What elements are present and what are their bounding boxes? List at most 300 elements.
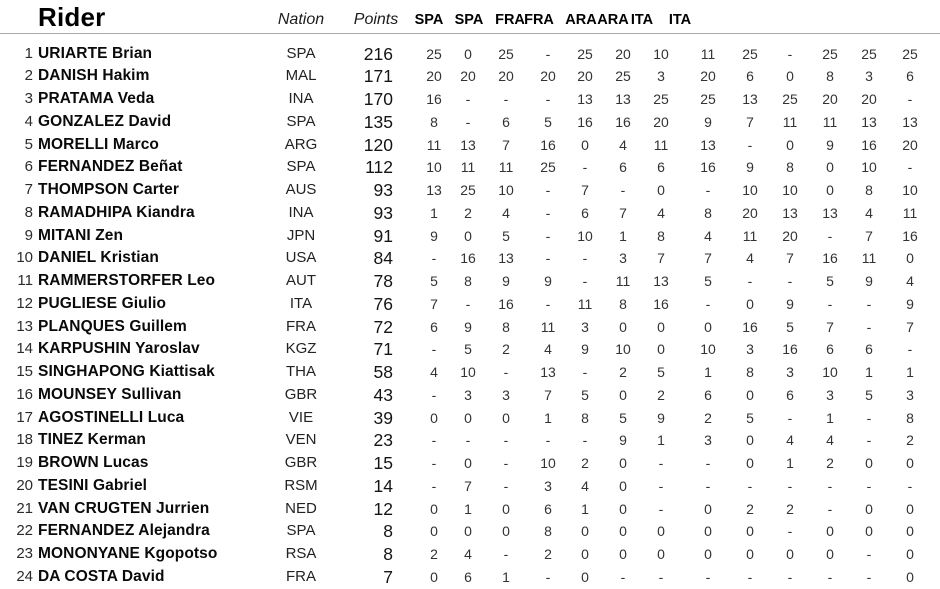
score-cell: 16 xyxy=(498,295,514,312)
table-row xyxy=(0,384,940,407)
score-cell: - xyxy=(787,523,793,540)
rider-name: BROWN Lucas xyxy=(38,454,149,472)
race-column-header: SPA xyxy=(454,12,484,28)
score-cell: 16 xyxy=(822,250,838,267)
points-cell: 43 xyxy=(373,384,393,405)
score-cell: 6 xyxy=(581,204,589,221)
score-cell: 6 xyxy=(865,341,873,358)
score-cell: 0 xyxy=(430,523,438,540)
table-row xyxy=(0,407,940,430)
points-cell: 112 xyxy=(365,157,393,178)
score-cell: - xyxy=(705,295,711,312)
score-cell: - xyxy=(545,182,551,199)
position-cell: 5 xyxy=(24,135,33,153)
score-cell: 0 xyxy=(502,500,510,517)
score-cell: 13 xyxy=(653,273,669,290)
score-cell: 0 xyxy=(826,546,834,563)
score-cell: 0 xyxy=(786,546,794,563)
rider-name: TESINI Gabriel xyxy=(38,476,148,494)
score-cell: 11 xyxy=(700,45,716,62)
position-cell: 3 xyxy=(24,90,33,108)
score-cell: 13 xyxy=(861,113,877,130)
score-cell: 0 xyxy=(464,409,472,426)
score-cell: - xyxy=(431,341,437,358)
score-cell: 10 xyxy=(861,159,877,176)
score-cell: 11 xyxy=(615,273,631,290)
score-cell: 0 xyxy=(746,432,754,449)
score-cell: 2 xyxy=(581,455,589,472)
table-row xyxy=(0,543,940,566)
nation-cell: INA xyxy=(288,90,314,108)
nation-cell: MAL xyxy=(285,67,317,85)
score-cell: - xyxy=(658,455,664,472)
score-cell: 0 xyxy=(906,568,914,585)
score-cell: 20 xyxy=(498,68,514,85)
score-cell: 7 xyxy=(657,250,665,267)
table-row xyxy=(0,65,940,88)
score-cell: 13 xyxy=(615,91,631,108)
score-cell: 13 xyxy=(460,136,476,153)
position-cell: 17 xyxy=(16,408,33,426)
position-cell: 11 xyxy=(17,272,33,290)
score-cell: 10 xyxy=(498,182,514,199)
score-cell: 5 xyxy=(826,273,834,290)
score-cell: - xyxy=(907,91,913,108)
score-cell: 6 xyxy=(464,568,472,585)
score-cell: 20 xyxy=(822,91,838,108)
points-cell: 23 xyxy=(373,430,393,451)
points-cell: 135 xyxy=(363,111,393,132)
score-cell: - xyxy=(465,113,471,130)
score-cell: 10 xyxy=(460,364,476,381)
score-cell: 3 xyxy=(786,364,794,381)
race-column-header: FRA xyxy=(495,12,525,28)
score-cell: 3 xyxy=(906,386,914,403)
score-cell: 1 xyxy=(502,568,510,585)
header-separator xyxy=(0,33,940,34)
nation-cell: SPA xyxy=(286,44,316,62)
score-cell: 5 xyxy=(786,318,794,335)
nation-cell: USA xyxy=(285,249,317,267)
points-cell: 93 xyxy=(373,180,393,201)
score-cell: - xyxy=(582,273,588,290)
points-cell: 15 xyxy=(373,453,393,474)
column-header-rider: Rider xyxy=(38,2,106,32)
score-cell: 1 xyxy=(865,364,873,381)
table-row xyxy=(0,338,940,361)
score-cell: 0 xyxy=(746,546,754,563)
score-cell: 8 xyxy=(464,273,472,290)
score-cell: 0 xyxy=(502,523,510,540)
score-cell: 0 xyxy=(464,227,472,244)
race-column-header: FRA xyxy=(524,12,554,28)
score-cell: 13 xyxy=(902,113,918,130)
score-cell: 5 xyxy=(657,364,665,381)
table-row xyxy=(0,293,940,316)
score-cell: 6 xyxy=(704,386,712,403)
score-cell: 16 xyxy=(460,250,476,267)
score-cell: 4 xyxy=(619,136,627,153)
score-cell: - xyxy=(545,91,551,108)
score-cell: - xyxy=(465,295,471,312)
rider-name: MONONYANE Kgopotso xyxy=(38,545,218,563)
score-cell: 2 xyxy=(464,204,472,221)
score-cell: - xyxy=(503,546,509,563)
nation-cell: AUS xyxy=(285,181,317,199)
score-cell: 13 xyxy=(426,182,442,199)
score-cell: 25 xyxy=(426,45,442,62)
score-cell: 8 xyxy=(619,295,627,312)
points-cell: 170 xyxy=(363,89,393,110)
score-cell: - xyxy=(545,295,551,312)
rider-name: AGOSTINELLI Luca xyxy=(38,408,185,426)
column-header-nation: Nation xyxy=(277,11,325,28)
position-cell: 6 xyxy=(24,158,33,176)
score-cell: 25 xyxy=(822,45,838,62)
score-cell: 20 xyxy=(653,113,669,130)
score-cell: - xyxy=(827,500,833,517)
score-cell: 1 xyxy=(826,409,834,426)
score-cell: 25 xyxy=(861,45,877,62)
nation-cell: SPA xyxy=(286,112,316,130)
score-cell: 11 xyxy=(861,250,877,267)
nation-cell: GBR xyxy=(284,454,318,472)
score-cell: 9 xyxy=(826,136,834,153)
score-cell: 7 xyxy=(786,250,794,267)
score-cell: 11 xyxy=(822,113,838,130)
score-cell: 4 xyxy=(464,546,472,563)
position-cell: 19 xyxy=(16,454,33,472)
table-row xyxy=(0,247,940,270)
nation-cell: KGZ xyxy=(285,340,317,358)
score-cell: - xyxy=(747,477,753,494)
score-cell: 16 xyxy=(782,341,798,358)
score-cell: 5 xyxy=(746,409,754,426)
score-cell: 9 xyxy=(657,409,665,426)
score-cell: 11 xyxy=(498,159,514,176)
score-cell: 6 xyxy=(657,159,665,176)
score-cell: 16 xyxy=(577,113,593,130)
score-cell: 0 xyxy=(906,455,914,472)
rider-name: PUGLIESE Giulio xyxy=(38,294,167,312)
points-cell: 84 xyxy=(373,248,393,269)
score-cell: - xyxy=(503,455,509,472)
score-cell: - xyxy=(705,455,711,472)
nation-cell: AUT xyxy=(286,272,316,290)
score-cell: 25 xyxy=(615,68,631,85)
score-cell: 0 xyxy=(581,546,589,563)
rider-name: MOUNSEY Sullivan xyxy=(38,385,182,403)
score-cell: 0 xyxy=(619,386,627,403)
score-cell: 13 xyxy=(577,91,593,108)
score-cell: - xyxy=(503,432,509,449)
table-row xyxy=(0,270,940,293)
score-cell: 5 xyxy=(544,113,552,130)
points-cell: 12 xyxy=(373,498,393,519)
score-cell: 8 xyxy=(865,182,873,199)
table-row xyxy=(0,452,940,475)
score-cell: 0 xyxy=(657,318,665,335)
nation-cell: FRA xyxy=(286,317,316,335)
score-cell: 0 xyxy=(657,546,665,563)
points-cell: 58 xyxy=(373,362,393,383)
score-cell: 6 xyxy=(619,159,627,176)
score-cell: 9 xyxy=(746,159,754,176)
score-cell: 7 xyxy=(704,250,712,267)
score-cell: 25 xyxy=(902,45,918,62)
score-cell: 10 xyxy=(700,341,716,358)
score-cell: 4 xyxy=(657,204,665,221)
score-cell: 13 xyxy=(822,204,838,221)
table-row xyxy=(0,316,940,339)
score-cell: 3 xyxy=(746,341,754,358)
score-cell: 0 xyxy=(464,523,472,540)
score-cell: - xyxy=(705,568,711,585)
score-cell: - xyxy=(503,364,509,381)
table-row xyxy=(0,134,940,157)
score-cell: 0 xyxy=(657,341,665,358)
score-cell: 0 xyxy=(502,409,510,426)
score-cell: 6 xyxy=(544,500,552,517)
rider-name: RAMADHIPA Kiandra xyxy=(38,203,195,221)
score-cell: 1 xyxy=(704,364,712,381)
score-cell: 25 xyxy=(498,45,514,62)
position-cell: 20 xyxy=(16,476,33,494)
nation-cell: JPN xyxy=(286,226,316,244)
score-cell: 6 xyxy=(906,68,914,85)
score-cell: 1 xyxy=(581,500,589,517)
nation-cell: VIE xyxy=(288,408,314,426)
score-cell: 16 xyxy=(615,113,631,130)
score-cell: - xyxy=(827,295,833,312)
position-cell: 8 xyxy=(24,203,33,221)
score-cell: 1 xyxy=(464,500,472,517)
score-cell: 5 xyxy=(581,386,589,403)
rider-name: MORELLI Marco xyxy=(38,135,160,153)
nation-cell: GBR xyxy=(284,385,318,403)
score-cell: 16 xyxy=(742,318,758,335)
score-cell: 9 xyxy=(906,295,914,312)
points-cell: 72 xyxy=(373,316,393,337)
score-cell: - xyxy=(545,227,551,244)
race-column-header: ITA xyxy=(668,12,692,28)
position-cell: 1 xyxy=(24,44,33,62)
score-cell: 0 xyxy=(704,500,712,517)
score-cell: 0 xyxy=(826,159,834,176)
score-cell: 2 xyxy=(657,386,665,403)
score-cell: - xyxy=(705,477,711,494)
score-cell: 0 xyxy=(619,318,627,335)
score-cell: - xyxy=(866,477,872,494)
score-cell: 0 xyxy=(430,500,438,517)
score-cell: 8 xyxy=(826,68,834,85)
score-cell: 2 xyxy=(906,432,914,449)
score-cell: - xyxy=(827,568,833,585)
score-cell: 4 xyxy=(704,227,712,244)
table-row xyxy=(0,88,940,111)
score-cell: 25 xyxy=(540,159,556,176)
score-cell: 2 xyxy=(826,455,834,472)
race-column-header: ARA xyxy=(565,12,597,28)
score-cell: 7 xyxy=(906,318,914,335)
score-cell: 0 xyxy=(619,500,627,517)
score-cell: 0 xyxy=(464,455,472,472)
score-cell: 11 xyxy=(782,113,798,130)
table-row xyxy=(0,566,940,589)
score-cell: 2 xyxy=(544,546,552,563)
score-cell: - xyxy=(747,273,753,290)
score-cell: 9 xyxy=(430,227,438,244)
score-cell: 1 xyxy=(657,432,665,449)
score-cell: 7 xyxy=(544,386,552,403)
position-cell: 23 xyxy=(16,545,33,563)
score-cell: 2 xyxy=(746,500,754,517)
rider-name: FERNANDEZ Beñat xyxy=(38,158,183,176)
score-cell: 10 xyxy=(653,45,669,62)
score-cell: - xyxy=(503,477,509,494)
rider-name: GONZALEZ David xyxy=(38,112,172,130)
score-cell: 20 xyxy=(700,68,716,85)
score-cell: 0 xyxy=(657,523,665,540)
rider-name: DANISH Hakim xyxy=(38,67,150,85)
score-cell: - xyxy=(431,386,437,403)
score-cell: 0 xyxy=(430,409,438,426)
score-cell: 9 xyxy=(544,273,552,290)
rider-name: SINGHAPONG Kiattisak xyxy=(38,363,215,381)
score-cell: 20 xyxy=(902,136,918,153)
score-cell: 11 xyxy=(540,318,556,335)
score-cell: - xyxy=(866,318,872,335)
position-cell: 21 xyxy=(16,499,33,517)
score-cell: 0 xyxy=(464,45,472,62)
score-cell: 9 xyxy=(865,273,873,290)
nation-cell: SPA xyxy=(286,522,316,540)
table-row xyxy=(0,156,940,179)
race-column-header: ITA xyxy=(630,12,654,28)
score-cell: 0 xyxy=(826,523,834,540)
score-cell: 10 xyxy=(615,341,631,358)
nation-cell: ARG xyxy=(284,135,318,153)
score-cell: - xyxy=(907,341,913,358)
score-cell: 25 xyxy=(700,91,716,108)
score-cell: 0 xyxy=(581,136,589,153)
score-cell: 1 xyxy=(430,204,438,221)
score-cell: - xyxy=(787,273,793,290)
score-cell: 16 xyxy=(426,91,442,108)
nation-cell: THA xyxy=(286,363,316,381)
score-cell: - xyxy=(431,250,437,267)
score-cell: 9 xyxy=(619,432,627,449)
score-cell: 0 xyxy=(581,523,589,540)
position-cell: 16 xyxy=(16,385,33,403)
score-cell: 5 xyxy=(502,227,510,244)
score-cell: 6 xyxy=(826,341,834,358)
score-cell: 13 xyxy=(540,364,556,381)
score-cell: 0 xyxy=(906,250,914,267)
position-cell: 4 xyxy=(24,112,33,130)
score-cell: 0 xyxy=(619,477,627,494)
score-cell: - xyxy=(582,159,588,176)
score-cell: 2 xyxy=(704,409,712,426)
score-cell: 8 xyxy=(544,523,552,540)
table-row xyxy=(0,475,940,498)
score-cell: 0 xyxy=(865,500,873,517)
position-cell: 22 xyxy=(16,522,33,540)
score-cell: - xyxy=(705,182,711,199)
score-cell: 0 xyxy=(746,523,754,540)
points-cell: 120 xyxy=(363,134,393,155)
score-cell: 6 xyxy=(502,113,510,130)
score-cell: 16 xyxy=(540,136,556,153)
score-cell: 7 xyxy=(430,295,438,312)
score-cell: 10 xyxy=(822,364,838,381)
table-row xyxy=(0,498,940,521)
score-cell: 0 xyxy=(786,136,794,153)
score-cell: 25 xyxy=(782,91,798,108)
score-cell: 25 xyxy=(577,45,593,62)
score-cell: 3 xyxy=(502,386,510,403)
rider-name: PRATAMA Veda xyxy=(38,90,155,108)
points-cell: 76 xyxy=(373,293,393,314)
score-cell: 20 xyxy=(460,68,476,85)
score-cell: - xyxy=(545,204,551,221)
score-cell: 0 xyxy=(581,568,589,585)
score-cell: - xyxy=(545,568,551,585)
score-cell: 0 xyxy=(746,455,754,472)
table-row xyxy=(0,111,940,134)
score-cell: 4 xyxy=(826,432,834,449)
score-cell: 0 xyxy=(906,523,914,540)
score-cell: 6 xyxy=(786,386,794,403)
score-cell: 0 xyxy=(657,182,665,199)
rider-name: PLANQUES Guillem xyxy=(38,317,187,335)
points-cell: 91 xyxy=(373,225,393,246)
score-cell: 8 xyxy=(657,227,665,244)
score-cell: 20 xyxy=(615,45,631,62)
score-cell: 13 xyxy=(782,204,798,221)
score-cell: 0 xyxy=(906,546,914,563)
score-cell: - xyxy=(431,477,437,494)
rider-name: MITANI Zen xyxy=(38,226,124,244)
score-cell: 1 xyxy=(544,409,552,426)
score-cell: 10 xyxy=(902,182,918,199)
score-cell: 0 xyxy=(704,546,712,563)
score-cell: 13 xyxy=(498,250,514,267)
score-cell: 7 xyxy=(464,477,472,494)
score-cell: - xyxy=(827,227,833,244)
score-cell: 2 xyxy=(786,500,794,517)
score-cell: 16 xyxy=(653,295,669,312)
score-cell: 3 xyxy=(619,250,627,267)
score-cell: 4 xyxy=(430,364,438,381)
score-cell: 1 xyxy=(906,364,914,381)
score-cell: - xyxy=(827,477,833,494)
score-cell: 11 xyxy=(902,204,918,221)
points-cell: 171 xyxy=(363,66,393,87)
score-cell: 3 xyxy=(826,386,834,403)
nation-cell: NED xyxy=(285,499,317,517)
score-cell: 10 xyxy=(782,182,798,199)
score-cell: 4 xyxy=(746,250,754,267)
score-cell: - xyxy=(747,136,753,153)
score-cell: 0 xyxy=(865,523,873,540)
rider-name: RAMMERSTORFER Leo xyxy=(38,272,216,290)
score-cell: 4 xyxy=(786,432,794,449)
score-cell: - xyxy=(582,364,588,381)
score-cell: 0 xyxy=(619,546,627,563)
points-cell: 8 xyxy=(383,544,393,565)
points-cell: 216 xyxy=(363,43,393,64)
